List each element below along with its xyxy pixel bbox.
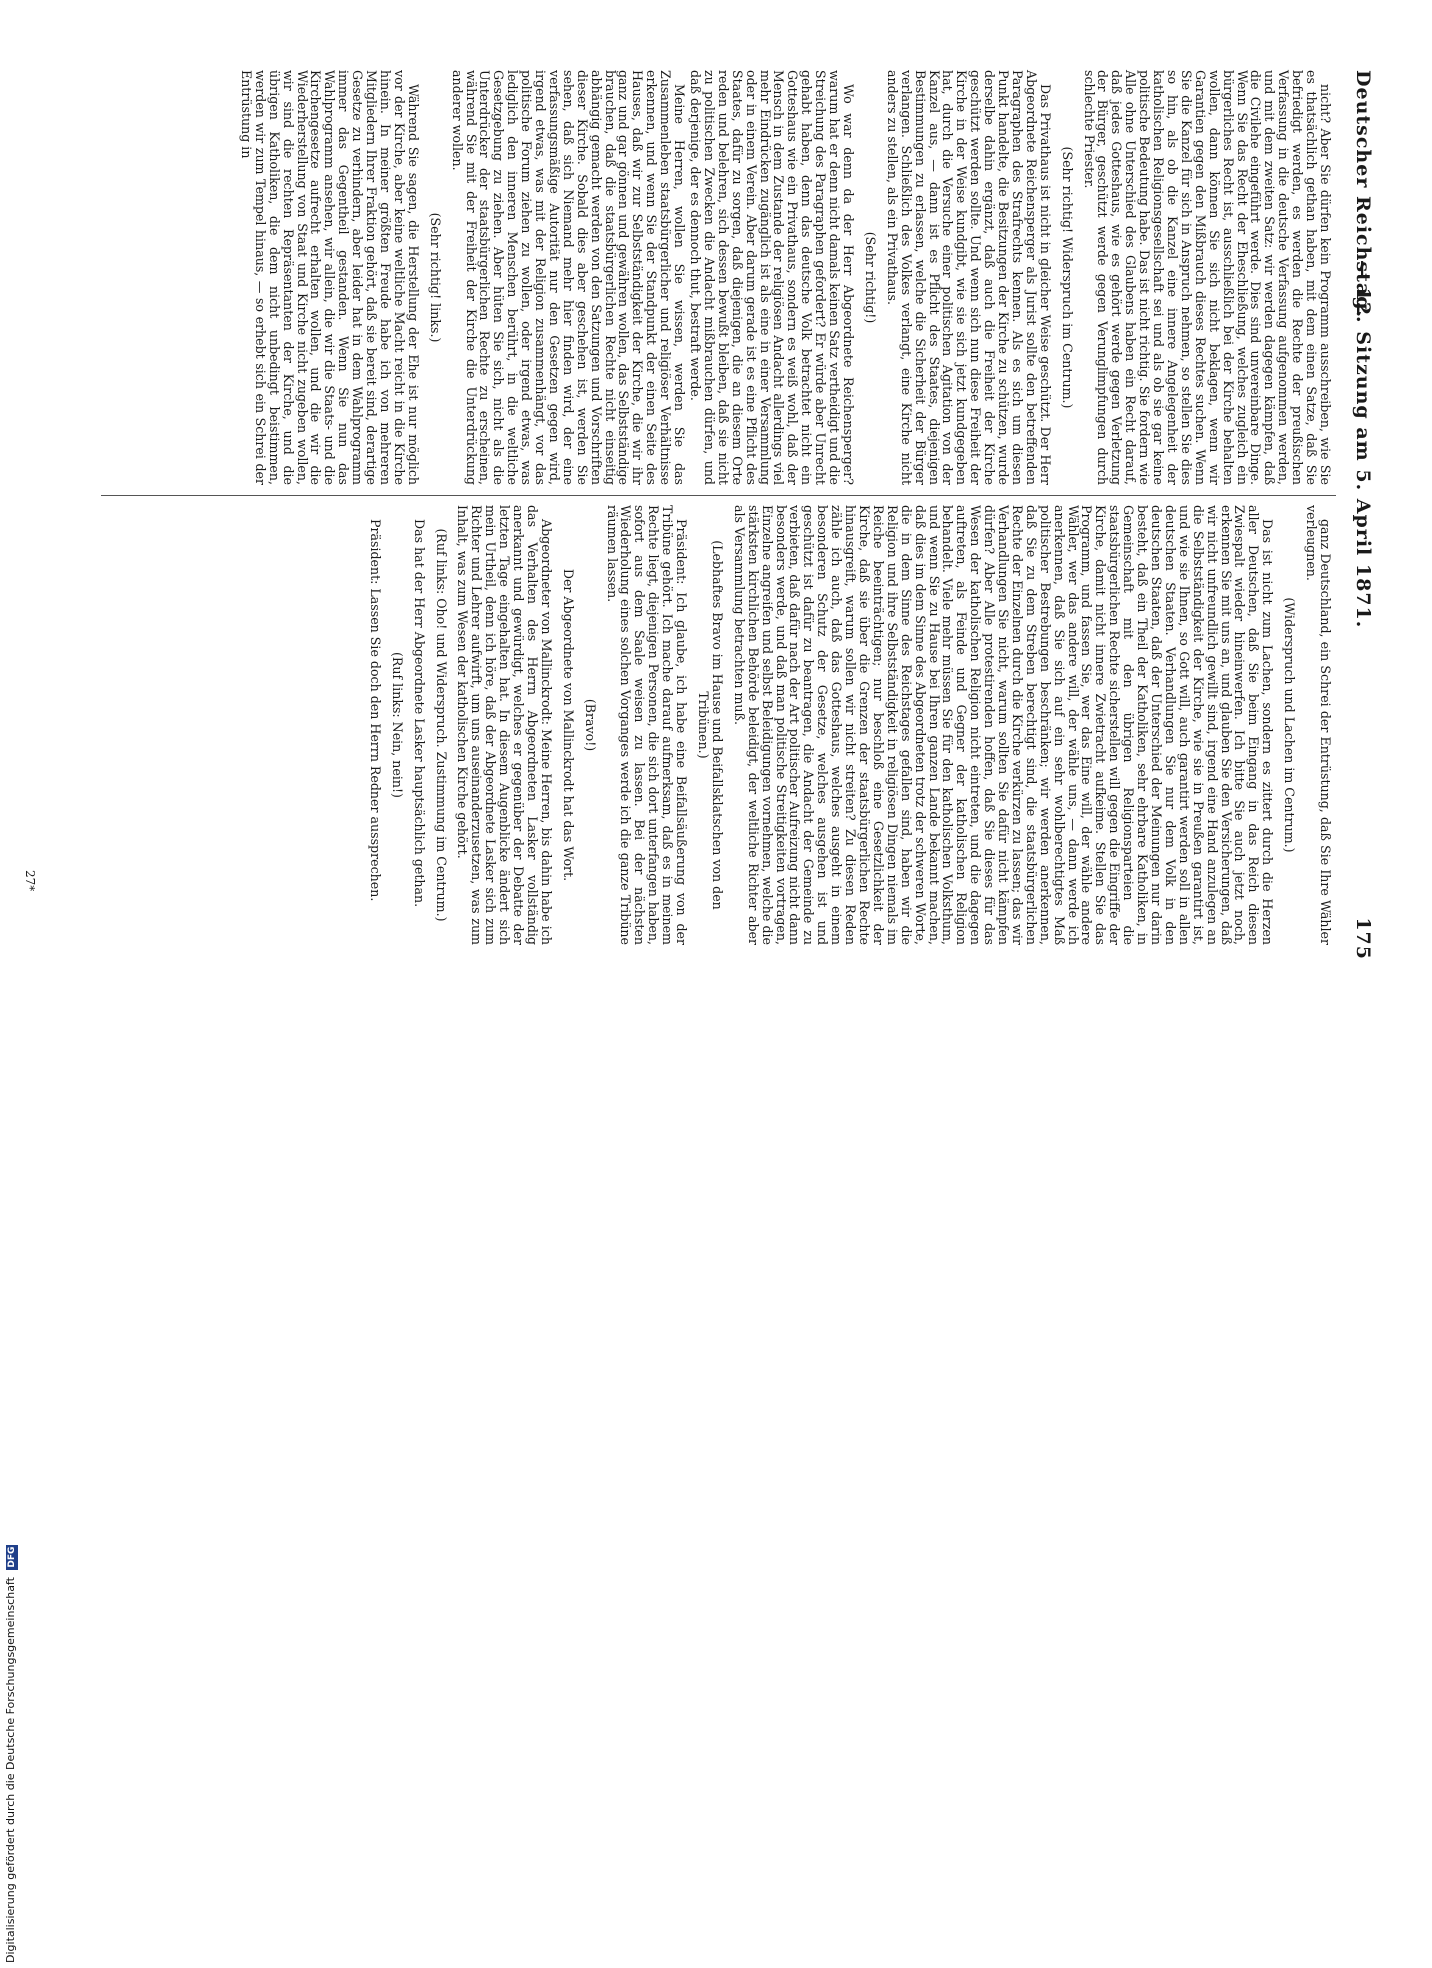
right-column-remark: (Ruf links: Oho! und Widerspruch. Zustimmung im Centrum.) (433, 528, 449, 922)
footer-credit (4, 1545, 18, 1963)
right-column-paragraph: ganz Deutschland, ein Schrei der Entrüstung, daß Sie Ihre Wähler verleugnen. (1304, 505, 1333, 945)
right-column-paragraph: Abgeordneter von Mallinckrodt: Meine Herren, bis dahin habe ich das Verhalten des Herrn Abgeordneten Lasker vollständig anerkannt und gewürdigt, welches er gegenüber der Debatte der letzten Tage eingehalten hat. In diesem Augenblicke ändert sich mein Urtheil, denn ich höre, daß der Abgeordnete Lasker sich zum Richter und Lehrer aufwirft, um uns auseinanderzusetzen, was zum Inhalt, was zum Wesen der katholischen Kirche gehört. (455, 505, 554, 945)
right-column-remark: (Lebhaftes Bravo im Hause und Beifallsklatschen von den Tribünen.) (696, 540, 725, 910)
right-column-remark: (Bravo!) (582, 698, 598, 752)
left-column-paragraph: nicht? Aber Sie dürfen kein Programm ausschreiben, wie Sie es thatsächlich gethan haben, mit dem einen Satze, daß Sie befriedigt werden, es werden die Rechte der preußischen Verfassung in die deutsche Verfassung aufgenommen werden, und mit dem zweiten Satz: wir werden dagegen kämpfen, daß die Civilehe eingeführt werde. Dies sind unvereinbare Dinge. Wenn Sie das Recht der Eheschließung, welches zugleich ein bürgerliches Recht ist, ausschließlich bei der Kirche behalten wollen, dann können Sie sich nicht beklagen, wenn wir Garantien gegen den Mißbrauch dieses Rechtes suchen. Wenn Sie die Kanzel für sich in Anspruch nehmen, so stellen Sie dies so hin, als ob die Kanzel eine innere Angelegenheit der katholischen Religionsgesellschaft sei und als ob sie gar keine politische Bedeutung habe. Das ist nicht richtig. Sie fordern wie Alle ohne Unterschied des Glaubens haben ein Recht darauf, daß jedes Gotteshaus, wie es gehört werde gegen Verletzung der Bürger, geschützt werde gegen Verunglimpfungen durch schlechte Priester. (1081, 70, 1333, 485)
page-number: 175 (1352, 917, 1374, 960)
left-column-remark: (Sehr richtig! Widerspruch im Centrum.) (1059, 146, 1075, 409)
dfg-logo: DFG (7, 1546, 17, 1568)
footer-text: Digitalisierung gefördert durch die Deutsche Forschungsgemeinschaft (4, 1577, 17, 1963)
left-column-paragraph: Das Privathaus ist nicht in gleicher Weise geschützt. Der Herr Abgeordnete Reichensperger als Jurist sollte den betreffenden Paragraphen des Strafrechts kennen. Als es sich um diesen Punkt handelte, die Besitzungen der Kirche zu schützen, wurde derselbe dahin ergänzt, daß auch die Freiheit der Kirche geschützt werden sollte. Und wenn sich nun diese Freiheit der Kirche in der Weise kundgibt, wie sie sich jetzt kundgegeben hat, durch die Versuche einer politischen Agitation von der Kanzel aus, — dann ist es Pflicht des Staates, diejenigen Bestimmungen zu erlassen, welche die Sicherheit der Bürger verlangen. Schließlich des Volkes verlangt, eine Kirche nicht anders zu stellen, als ein Privathaus. (884, 70, 1053, 485)
right-column (366, 505, 1332, 945)
header-session: — 12. Sitzung am 5. April 1871. (1352, 260, 1374, 629)
left-column-remark: (Sehr richtig! links.) (427, 212, 443, 343)
left-column (237, 70, 1332, 485)
right-column-remark: (Widerspruch und Lachen im Centrum.) (1282, 597, 1298, 853)
header-title: Deutscher Reichstag. (1352, 70, 1374, 319)
right-column-remark: Der Abgeordnete von Mallinckrodt hat das Wort. (560, 568, 576, 882)
left-column-paragraph: Wo war denn da der Herr Abgeordnete Reichensperger? warum hat er denn nicht damals keinen Satz vertheidigt und die Streichung des Paragraphen gefordert? Er würde aber Unrecht gehabt haben, denn das deutsche Volk betrachtet nicht ein Gotteshaus wie ein Privathaus, sondern es weiß wohl, daß der Mensch in dem Zustande der religiösen Andacht allerdings viel mehr Eindrücken zugänglich ist als eine in einer Versammlung oder in einem Verein. Aber darum gerade ist es eine Pflicht des Staates, dafür zu sorgen, daß diejenigen, die an diesem Orte reden und belehren, sich dessen bewußt bleiben, daß sie nicht zu politischen Zwecken die Andacht mißbrauchen dürfen, und daß derjenige, der es dennoch thut, bestraft werde. (688, 70, 856, 485)
left-column-paragraph: Meine Herren, wollen Sie wissen, werden Sie das Zusammenleben staatsbürgerlicher und religiöser Verhältnisse erkennen, und wenn Sie der Standpunkt der einen Seite des Hauses, daß wir zur Selbstständigkeit der Kirche, die wir ihr ganz und gar gönnen und gewähren wollen, das Selbstständige brauchen, daß die staatsbürgerlichen Rechte nicht einseitig abhängig gemacht werden von den Satzungen und Vorschriften dieser Kirche. Sobald dies aber geschehen ist, werden Sie sehen, daß sich Niemand mehr hier finden wird, der eine verfassungsmäßige Autorität nur den Gesetzen gegen wird, irgend etwas, was mit der Religion zusammenhängt, vor das politische Forum ziehen zu wollen, oder irgend etwas, was lediglich den inneren Menschen berührt, in die weltliche Gesetzgebung zu ziehen. Aber hüten Sie sich, nicht als die Unterdrücker der staatsbürgerlichen Rechte zu erscheinen, während Sie mit der Freiheit der Kirche die Unterdrückung anderer wollen. (449, 70, 688, 485)
right-column-paragraph: Präsident: Ich glaube, ich habe eine Beifallsäußerung von der Tribüne gehört. Ich mache darauf aufmerksam, daß es in meinem Rechte liegt, diejenigen Personen, die sich dort unterfangen haben, sofort aus dem Saale weisen zu lassen. Bei der nächsten Wiederholung eines solchen Vorganges werde ich die ganze Tribüne räumen lassen. (604, 505, 690, 945)
left-column-paragraph: Während Sie sagen, die Herstellung der Ehe ist nur möglich vor der Kirche, aber keine weltliche Macht reicht in die Kirche hinein. In meiner größten Freude habe ich von mehreren Mitgliedern Ihrer Fraktion gehört, daß sie bereit sind, derartige Gesetze zu verhindern, aber leider hat in dem Wahlprogramm immer das Gegentheil gestanden. Wenn Sie nun das Wahlprogramm ansehen, wir allein, die wir die Staats- und die Kirchengesetze aufrecht erhalten wollen, und die wir die Wiederherstellung von Staat und Kirche nicht zugeben wollen, wir sind die rechten Repräsentanten der Kirche, und die übrigen Katholiken, die dem nicht unbedingt beistimmen, werden wir zum Tempel hinaus, — so erhebt sich ein Schrei der Entrüstung in (238, 70, 421, 485)
footer-strip (0, 968, 24, 1968)
page-header (1344, 70, 1374, 960)
left-column-remark: (Sehr richtig!) (862, 231, 878, 324)
right-column-paragraph: Das ist nicht zum Lachen, sondern es zittert durch die Herzen aller Deutschen, daß Sie beim Eingang in das Reich diesen Zwiespalt wieder hineinwerfen. Ich bitte Sie auch jetzt noch, erkennen Sie mit uns an, und glauben Sie den Versicherungen, daß wir nicht unfreundlich gewillt sind, irgend eine Hand anzulegen an die Selbstständigkeit der Kirche, wie sie in Preußen garantirt ist, und wie sie Ihnen, so Gott will, auch garantirt werden soll in allen deutschen Staaten. Verhandlungen Sie nur dem Volk in den deutschen Staaten, daß der Unterschied der Meinungen nur darin besteht, daß ein Theil der Katholiken, sehr ehrbare Katholiken, in Gemeinschaft mit den übrigen Religionsparteien die staatsbürgerlichen Rechte sicherstellen will gegen die Eingriffe der Kirche, damit nicht innere Zwietracht aufkeime. Stellen Sie das Programm, und fassen Sie, wer das Eine will, der wähle andere Wähler, wer das andere will, der wähle uns, — dann werde ich anerkennen, daß Sie sich auf ein sehr wohlberechtigtes Maß politischer Bestrebungen beschränken; wir werden anerkennen, daß Sie zu dem Streben berechtigt sind, die staatsbürgerlichen Rechte der Einzelnen durch die Kirche verkürzen zu lassen; das wir Verhandlungen Sie nicht, warum sollten Sie dafür nicht kämpfen dürfen? Aber Alle protestirenden hoffen, daß Sie dieses für das Wesen der katholischen Religion nicht eintreten, und die dagegen auftreten, als Feinde und Gegner der katholischen Religion behandelt. Viele mehr müssen Sie für den katholischen Volksthum, und wenn Sie zu Hause bei Ihren ganzen Lande bekannt machen, daß dies im dem Sinne des Abgeordneten trotz der schweren Worte, die in dem Sinne des Reichstages gefallen sind, haben wir die Religion und ihre Selbstständigkeit in religiösen Dingen niemals im Reiche beeinträchtigen; nur beschloß eine Gesetzlichkeit der Kirche, daß sie über die Grenzen der staatsbürgerlichen Rechte hinausgreift, warum sollen wir nicht streiten? Zu diesen Reden zähle ich auch, daß das Gotteshaus, welches ausgeht in einem besonderen Schutz der Gesetze, welches ausgehen ist und geschützt ist dafür zu beantragen, die Andacht der Gemeinde zu verbieten, daß dafür nach der Art politischer Aufreizung nicht dann besonders werde, und daß man politische Streitigkeiten vortragen, Einzelne angreifen und selbst Beleidigungen vornehmen, welche die stärksten kirchlichen Behörde beleidigt, der weltliche Richter aber als Versammlung betrachten muß. (731, 505, 1276, 945)
right-column-paragraph: Das hat der Herr Abgeordnete Lasker hauptsächlich gethan. (411, 519, 427, 908)
signature-mark: 27* (23, 870, 37, 892)
column-divider (101, 495, 1336, 496)
right-column-paragraph: Präsident: Lassen Sie doch den Herrn Redner aussprechen. (367, 519, 383, 902)
right-column-remark: (Ruf links: Nein, nein!) (389, 652, 405, 798)
